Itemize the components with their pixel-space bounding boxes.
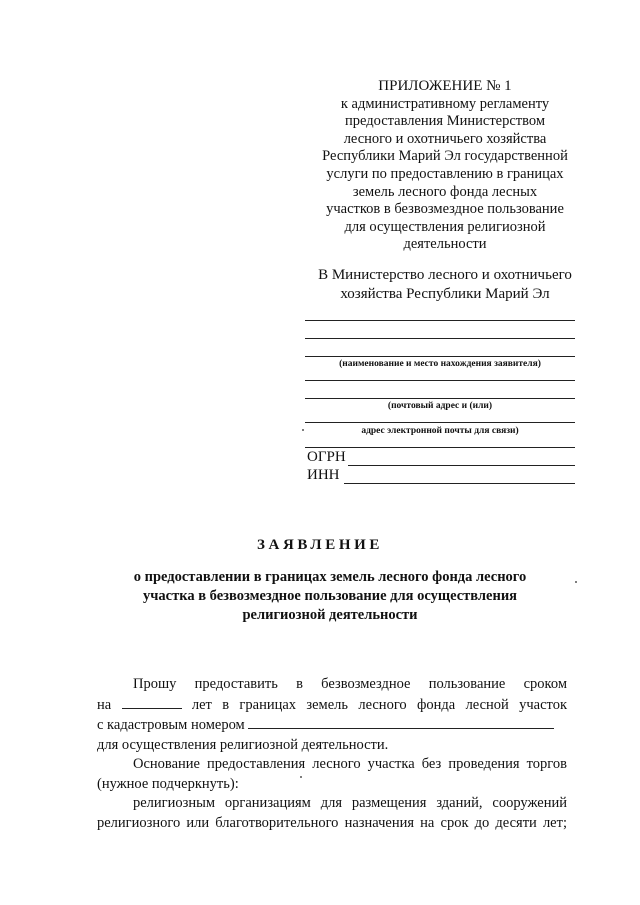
document-subject <box>125 568 535 625</box>
inn-field[interactable] <box>344 483 575 484</box>
subject-line: религиозной деятельности <box>242 607 418 623</box>
body-text: лет в границах земель лесного фонда лесной участок <box>191 696 567 713</box>
document-body <box>97 675 567 833</box>
appendix-line: услуги по предоставлению в границах <box>326 165 564 182</box>
email-caption: адрес электронной почты для связи) <box>361 426 519 436</box>
appendix-title: ПРИЛОЖЕНИЕ № 1 <box>378 78 512 94</box>
applicant-caption: (наименование и место нахождения заявителя) <box>339 359 541 369</box>
inn-label: ИНН <box>307 467 340 483</box>
email-line[interactable] <box>305 422 575 423</box>
body-line: для осуществления религиозной деятельности. <box>97 736 389 753</box>
appendix-line: Республики Марий Эл государственной <box>322 148 568 165</box>
body-line-option[interactable]: религиозного или благотворительного назначения на срок до десяти лет; <box>97 814 567 831</box>
addressee-line: В Министерство лесного и охотничьего <box>318 267 572 283</box>
appendix-line: к административному регламенту <box>340 95 550 112</box>
postal-caption: (почтовый адрес и (или) <box>387 401 493 411</box>
scan-speck <box>302 429 304 431</box>
email-line[interactable] <box>305 447 575 448</box>
body-line: Основание предоставления лесного участка без проведения торгов <box>133 756 567 772</box>
ogrn-label: ОГРН <box>307 449 346 465</box>
ogrn-field[interactable] <box>348 465 575 466</box>
body-line: Прошу предоставить в безвозмездное пользование сроком <box>133 676 567 692</box>
document-title: ЗАЯВЛЕНИЕ <box>257 537 383 553</box>
applicant-name-line[interactable] <box>305 320 575 321</box>
appendix-line: лесного и охотничьего хозяйства <box>343 130 547 147</box>
applicant-name-line[interactable] <box>305 356 575 357</box>
body-line-term <box>97 695 567 716</box>
addressee <box>300 266 590 304</box>
body-line-cadastral <box>97 715 567 736</box>
scan-speck <box>575 581 577 583</box>
subject-line: участка в безвозмездное пользование для осуществления <box>142 588 518 604</box>
body-line: (нужное подчеркнуть): <box>97 775 239 792</box>
appendix-line: участков в безвозмездное пользование <box>326 201 564 218</box>
body-line-option[interactable]: религиозным организациям для размещения зданий, сооружений <box>133 795 567 811</box>
appendix-line: земель лесного фонда лесных <box>352 183 538 200</box>
subject-line: о предоставлении в границах земель лесного фонда лесного <box>133 569 527 585</box>
appendix-line: деятельности <box>403 236 487 253</box>
appendix-header <box>300 78 590 254</box>
addressee-line: хозяйства Республики Марий Эл <box>340 286 550 302</box>
term-years-field[interactable] <box>122 695 182 709</box>
appendix-line: предоставления Министерством <box>344 113 546 130</box>
cadastral-number-field[interactable] <box>248 715 554 729</box>
postal-address-line[interactable] <box>305 398 575 399</box>
body-text: с кадастровым номером <box>97 717 245 733</box>
scan-speck <box>300 776 302 778</box>
applicant-name-line[interactable] <box>305 338 575 339</box>
postal-address-line[interactable] <box>305 380 575 381</box>
appendix-line: для осуществления религиозной <box>344 218 546 235</box>
body-text: на <box>97 696 112 713</box>
